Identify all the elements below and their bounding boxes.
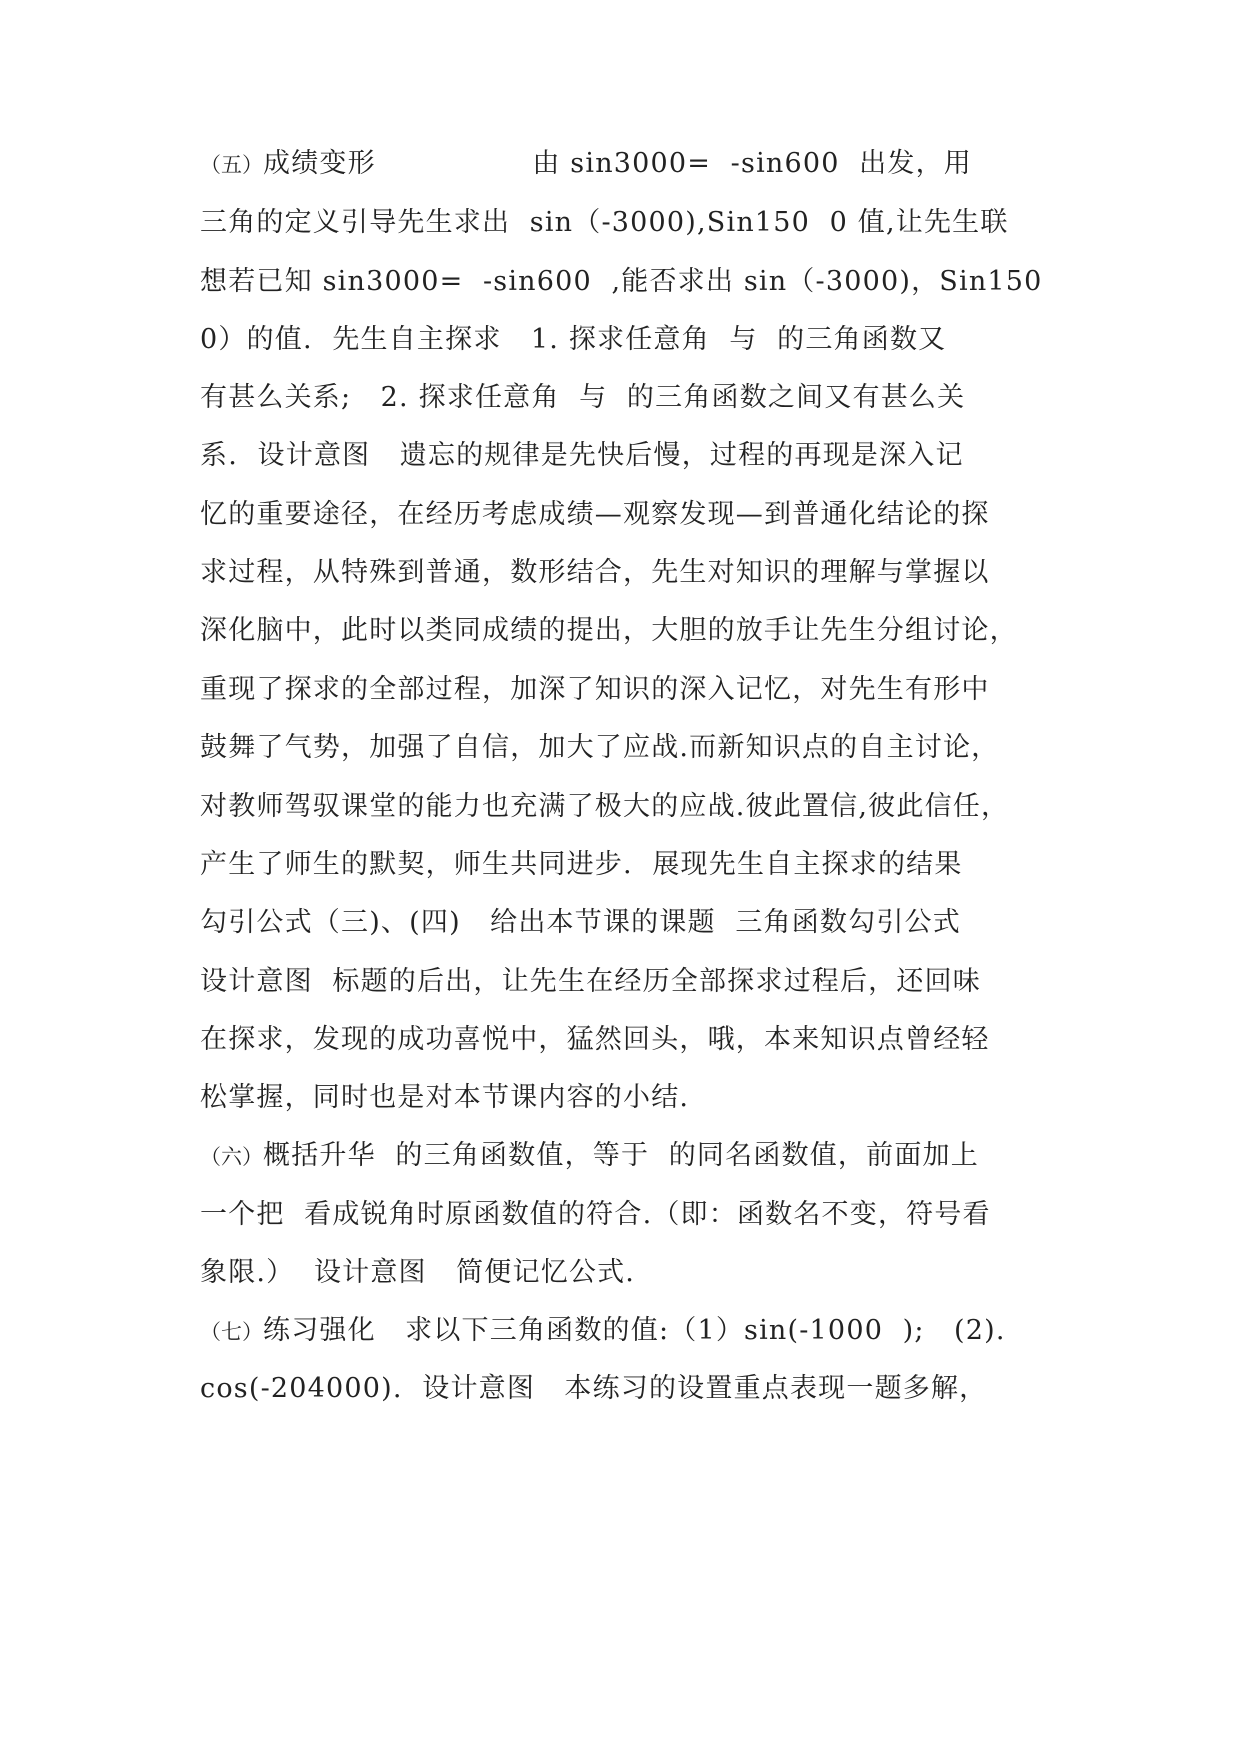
text-line — [200, 1255, 1060, 1291]
text-line — [200, 1138, 1060, 1175]
text-line — [200, 380, 1060, 416]
line-text: 在探求，发现的成功喜悦中，猛然回头，哦，本来知识点曾经轻 — [200, 1024, 990, 1055]
text-line — [200, 1371, 1060, 1407]
line-text: 想若已知 sin3000= -sin600 ,能否求出 sin（-3000)，Sin150 — [200, 266, 1043, 297]
line-text: 系. 设计意图 遗忘的规律是先快后慢，过程的再现是深入记 — [200, 440, 964, 471]
text-line — [200, 1313, 1060, 1350]
line-text: 鼓舞了气势，加强了自信，加大了应战.而新知识点的自主讨论， — [200, 732, 1000, 763]
line-text: 三角的定义引导先生求出 sin（-3000),Sin150 0 值,让先生联 — [200, 207, 1009, 238]
line-text: 设计意图 标题的后出，让先生在经历全部探求过程后，还回味 — [200, 966, 981, 997]
text-line — [200, 1197, 1060, 1233]
text-line — [200, 146, 1060, 183]
line-text: 练习强化 求以下三角函数的值:（1）sin(-1000 ); (2). — [263, 1315, 1006, 1346]
text-line — [200, 847, 1060, 883]
line-text: 象限.） 设计意图 简便记忆公式. — [200, 1257, 636, 1288]
line-text: 0）的值. 先生自主探求 1. 探求任意角 与 的三角函数又 — [200, 324, 947, 355]
text-line — [200, 905, 1060, 941]
text-line — [200, 613, 1060, 649]
text-line — [200, 730, 1060, 766]
line-text: 勾引公式（三)、(四) 给出本节课的课题 三角函数勾引公式 — [200, 907, 961, 938]
text-line — [200, 789, 1060, 825]
line-text: 求过程，从特殊到普通，数形结合，先生对知识的理解与掌握以 — [200, 557, 990, 588]
line-text: cos(-204000). 设计意图 本练习的设置重点表现一题多解， — [200, 1373, 988, 1404]
line-text: 概括升华 的三角函数值，等于 的同名函数值，前面加上 — [263, 1140, 979, 1171]
text-line — [200, 497, 1060, 533]
section-marker: （七） — [200, 1320, 263, 1344]
text-line — [200, 264, 1060, 300]
text-line — [200, 205, 1060, 241]
line-text: 有甚么关系; 2. 探求任意角 与 的三角函数之间又有甚么关 — [200, 382, 966, 413]
line-text: 成绩变形 由 sin3000= -sin600 出发，用 — [263, 148, 972, 179]
line-text: 一个把 看成锐角时原函数值的符合.（即：函数名不变，符号看 — [200, 1199, 991, 1230]
line-text: 深化脑中，此时以类同成绩的提出，大胆的放手让先生分组讨论， — [200, 615, 1018, 646]
section-marker: （六） — [200, 1145, 263, 1169]
line-text: 松掌握，同时也是对本节课内容的小结. — [200, 1082, 690, 1113]
text-line — [200, 964, 1060, 1000]
text-line — [200, 555, 1060, 591]
line-text: 产生了师生的默契，师生共同进步. 展现先生自主探求的结果 — [200, 849, 963, 880]
text-line — [200, 322, 1060, 358]
line-text: 重现了探求的全部过程，加深了知识的深入记忆，对先生有形中 — [200, 674, 990, 705]
text-line — [200, 1080, 1060, 1116]
line-text: 对教师驾驭课堂的能力也充满了极大的应战.彼此置信,彼此信任， — [200, 791, 1010, 822]
line-text: 忆的重要途径，在经历考虑成绩—观察发现—到普通化结论的探 — [200, 499, 990, 530]
text-line — [200, 1022, 1060, 1058]
text-line — [200, 672, 1060, 708]
text-line — [200, 438, 1060, 474]
section-marker: （五） — [200, 153, 263, 177]
